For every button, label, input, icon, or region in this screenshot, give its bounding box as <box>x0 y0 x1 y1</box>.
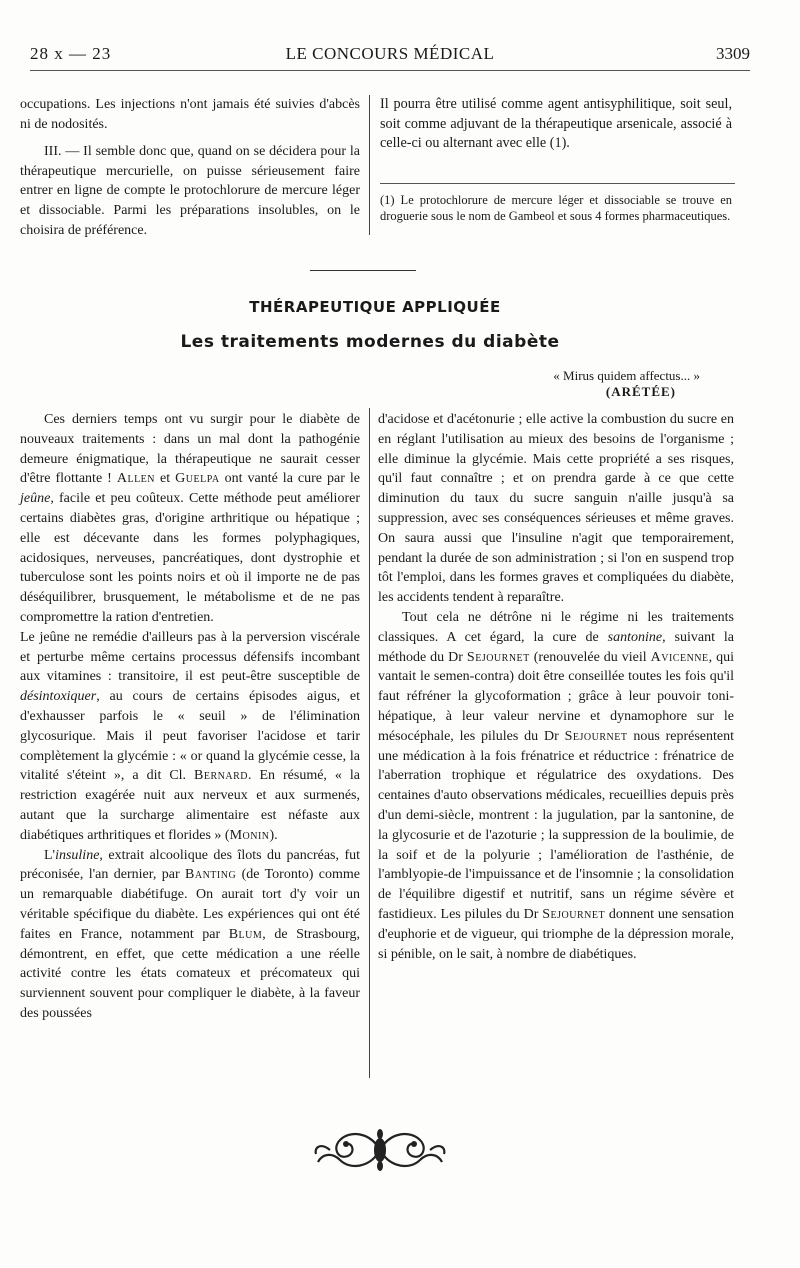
text-run: , au cours de certains épisodes aigus, et d'exhausser parfois le « seuil » de l'élimination glycosurique. Mais il peut favoriser l'acidose et tarir complètement la glycémie : « or quand la glycémie cesse, la vitalité s'éteint », a dit Cl. <box>20 689 360 784</box>
text-run: Ces derniers temps ont vu surgir pour le diabète de nouveaux traitements : dans un mal dont la pathogénie demeure énigmatique, la thérapeutique ne saurait cesser d'être flottante ! <box>20 412 360 487</box>
emphasis: insuline <box>55 847 100 863</box>
page-number: 3309 <box>716 44 750 63</box>
text-run: (de Toronto) comme un remarquable diabétifuge. On aurait tort d'y voir un véritable spécifique du diabète. Les expériences qui ont été faites en France, notamment par <box>20 867 360 942</box>
text-run: nous représentent une médication à la fois frénatrice et réductrice : frénatrice de l'aberration trophique et régulatrice des oxydations. Des centaines d'auto observations médicales, recueillies depuis près d'un demi-siècle, montrent : la jugulation, par la santonine, de la glycosurie et de l'azoturie ; la suppression de la boulimie, de la soif et de la polyurie ; l'amélioration de l'asthénie, de l'amblyopie-de l'impuissance et de l'insomnie ; la consolidation de l'équilibre digestif et nutritif, sans un régime sévère et fastidieux. Les pilules du Dr <box>378 728 735 922</box>
epigraph <box>553 368 700 400</box>
text-run: , facile et peu coûteux. Cette méthode peut améliorer certains diabètes gras, d'origine arthritique ou hépatique ; elle est décevante dans les formes polyphagiques, acidosiques, nerveuses, pancréatiques, dont dystrophie et tuberculose sont les points noirs et où il importe ne de pas déséquilibrer, brusquement, le métabolisme et de ne pas compromettre la ration d'entretien. <box>20 491 360 625</box>
author-name: Sejournet <box>466 649 530 665</box>
top-left-column <box>20 95 360 240</box>
top-right-column <box>380 95 732 154</box>
author-name: Bernard <box>194 768 248 784</box>
author-name: Avicenne <box>650 649 709 665</box>
section-title: THÉRAPEUTIQUE APPLIQUÉE <box>249 298 501 316</box>
epigraph-author: (ARÉTÉE) <box>605 384 676 399</box>
author-name: Blum <box>228 926 263 942</box>
footnote: (1) Le protochlorure de mercure léger et dissociable se trouve en droguerie sous le nom de Gambeol et sous 4 formes pharmaceutiques. <box>380 193 732 223</box>
footnote-rule <box>380 183 735 184</box>
section-divider <box>310 270 416 271</box>
text-run: ont vanté la cure par le <box>219 471 361 487</box>
column-divider <box>369 95 370 235</box>
text-run: , qui vantait le semen-contra) doit être conseillée toutes les fois qu'il faut réfréner la glycoformation ; grâce à leur pouvoir toni-hépatique, à leur valeur nervine et dynamophore sur le mésocéphale, les pilules du Dr <box>378 649 735 744</box>
author-name: Sejournet <box>564 728 628 744</box>
emphasis: jeûne <box>20 491 51 507</box>
paragraph <box>20 628 360 846</box>
article-title: Les traitements modernes du diabète <box>180 332 560 352</box>
page-issue-number: 28 x — 23 <box>30 44 112 63</box>
author-name: Banting <box>185 867 237 883</box>
epigraph-quote: « Mirus quidem affectus... » <box>553 368 700 383</box>
text-run: Tout cela ne détrône ni le régime ni les traitements classiques. A cet égard, la cure de <box>378 609 734 645</box>
journal-title: LE CONCOURS MÉDICAL <box>285 44 495 63</box>
text-run: (renouvelée du vieil <box>529 649 651 665</box>
column-divider <box>369 408 370 1078</box>
paragraph <box>20 846 360 1024</box>
text-run: donnent une sensation d'euphorie et de vigueur, qui triomphe de la dépression morale, si pénible, on le sait, à nombre de diabétiques. <box>378 906 734 962</box>
fleuron-ornament <box>310 1122 450 1178</box>
text-run: L' <box>44 847 56 863</box>
text-run: , de Strasbourg, démontrent, en effet, que cette médication a une réelle activité contre les états comateux et précomateux qui surviennent souvent pour compliquer le diabète, à la faveur des poussées <box>20 926 360 1021</box>
running-header <box>30 44 750 71</box>
emphasis: désintoxiquer <box>20 689 97 705</box>
article-right-column <box>378 410 734 964</box>
article-left-column <box>20 410 360 1024</box>
author-name: Guelpa <box>175 471 220 487</box>
text-run: , extrait alcoolique des îlots du pancréas, fut préconisée, l'an dernier, par <box>20 847 360 883</box>
paragraph: III. — Il semble donc que, quand on se décidera pour la thérapeutique mercurielle, on puisse sérieusement faire entrer en ligne de compte le protochlorure de mercure léger et dissociable. Parmi les préparations insolubles, on le choisira de préférence. <box>20 144 360 238</box>
text-run: . En résumé, « la restriction exagérée nuit aux nerveux et aux surmenés, autant que la surcharge alimentaire est néfaste aux diabétiques arthritiques et florides » ( <box>20 768 360 843</box>
text-run: , suivant la méthode du Dr <box>378 629 734 665</box>
author-name: Sejournet <box>542 906 606 922</box>
text-run: Le jeûne ne remédie d'ailleurs pas à la perversion viscérale et perturbe même certains processus défensifs incombant aux vitamines : transitoire, il est peut-être susceptible de <box>20 629 360 685</box>
text-run: et <box>155 471 176 487</box>
text-run: ). <box>269 827 278 843</box>
author-name: Monin <box>229 827 270 843</box>
paragraph <box>20 410 360 628</box>
paragraph: d'acidose et d'acétonurie ; elle active la combustion du sucre en en réglant l'utilisation au mieux des besoins de l'organisme ; elle diminue la glycémie. Mais cette propriété a ses risques, qu'il faut connaître ; et on prendra garde à ce que cette diminution du taux du sucre sanguin n'aille jusqu'à sa suppression, avec ses conséquences sérieuses et même graves. On saura aussi que l'insuline n'agit que temporairement, pendant la durée de son administration ; si l'on en suspend trop tôt l'emploi, dans les formes graves et compliquées du diabète, les accidents tendent à reparaître. <box>378 412 734 606</box>
author-name: Allen <box>116 471 156 487</box>
paragraph: occupations. Les injections n'ont jamais été suivies d'abcès ni de nodosités. <box>20 97 360 132</box>
paragraph <box>378 608 734 964</box>
paragraph: Il pourra être utilisé comme agent antisyphilitique, soit seul, soit comme adjuvant de la thérapeutique arsenicale, associé à celle-ci ou alternant avec elle (1). <box>380 96 732 152</box>
emphasis: santonine <box>607 629 663 645</box>
